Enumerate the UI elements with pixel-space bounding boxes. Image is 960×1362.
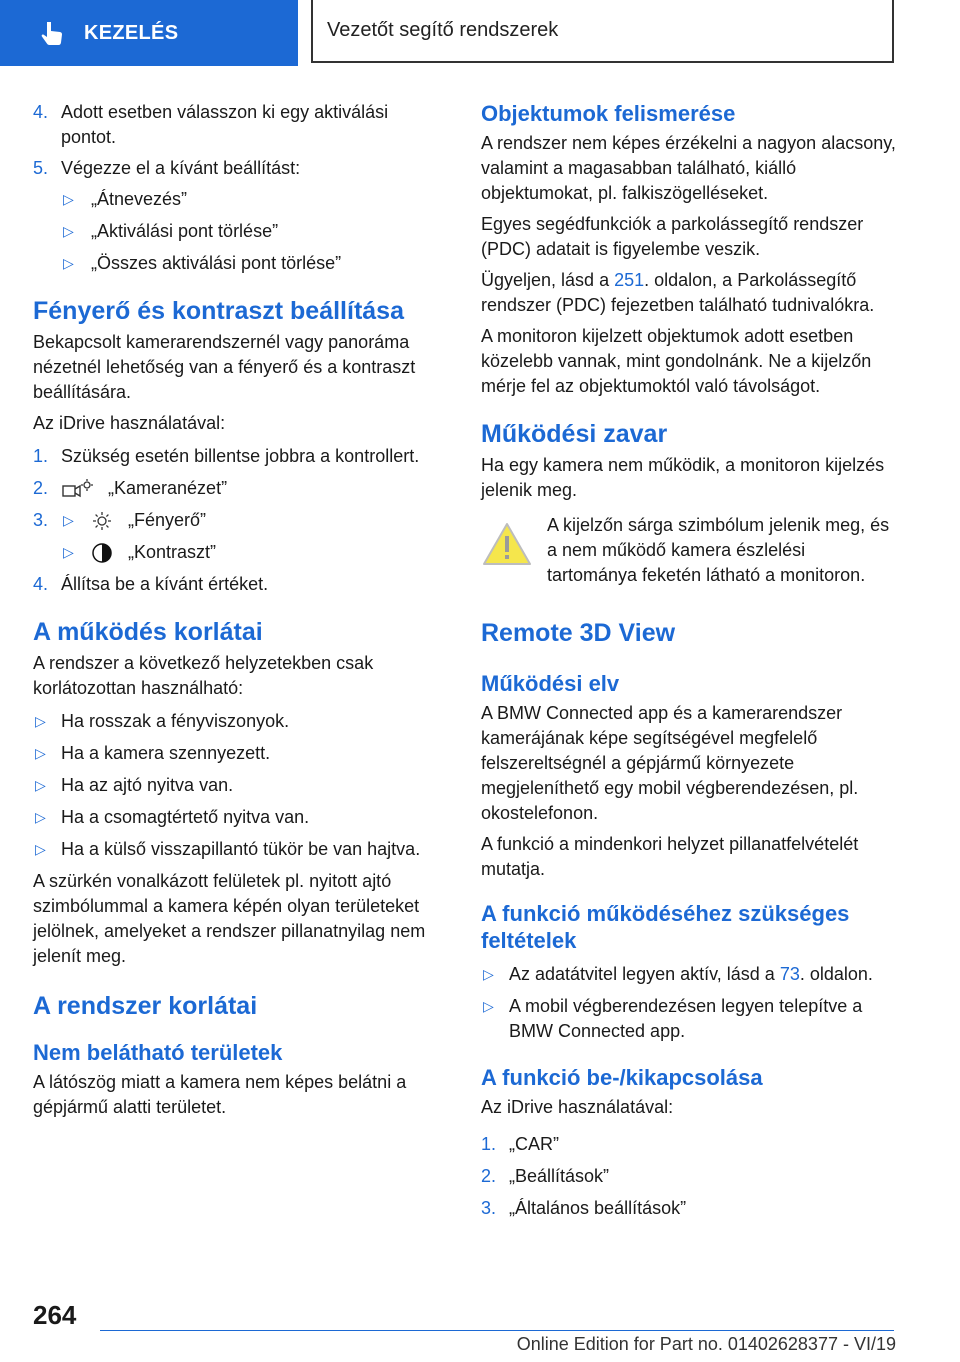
step-number: 4. <box>33 102 49 122</box>
bullet-text: Ha a külső visszapillantó tükör be van hajtva. <box>61 839 421 859</box>
paragraph: Az iDrive használatával: <box>33 413 226 433</box>
subsection-heading: Nem belátható területek <box>33 1040 283 1065</box>
paragraph: Bekapcsolt kamerarendszernél vagy panoráma nézetnél lehetőség van a fényerő és a kontraszt beállítására. <box>33 332 416 402</box>
triangle-bullet-icon: ▷ <box>35 745 46 761</box>
triangle-bullet-icon: ▷ <box>63 223 74 239</box>
bullet-text: Az adatátvitel legyen aktív, lásd a <box>509 964 780 984</box>
subsection-heading: Objektumok felismerése <box>481 101 736 126</box>
warning-text: A kijelzőn sárga szimbólum jelenik meg, és a nem működő kamera észlelési tartománya feketén látható a monitoron. <box>547 515 890 585</box>
step-text: Végezze el a kívánt beállítást: <box>61 158 301 178</box>
subsection-heading: Működési elv <box>481 671 620 696</box>
triangle-bullet-icon: ▷ <box>63 255 74 271</box>
triangle-bullet-icon: ▷ <box>35 777 46 793</box>
section-heading: Működési zavar <box>481 420 668 448</box>
triangle-bullet-icon: ▷ <box>35 809 46 825</box>
step-text: „CAR” <box>509 1134 559 1154</box>
list-item <box>33 444 448 469</box>
edition-note: Online Edition for Part no. 01402628377 - VI/19 <box>516 1334 896 1354</box>
step-number: 3. <box>481 1198 497 1218</box>
footer-divider <box>100 1330 894 1331</box>
camera-settings-icon <box>61 478 93 500</box>
warning-box <box>481 513 896 588</box>
chapter-tab-label: KEZELÉS <box>84 21 179 44</box>
section-heading: A működés korlátai <box>33 618 263 646</box>
step-text: „Kameranézet” <box>108 478 228 498</box>
step-number: 2. <box>481 1166 497 1186</box>
step-number: 3. <box>33 510 49 530</box>
step-text: „Általános beállítások” <box>509 1198 687 1218</box>
paragraph: A látószög miatt a kamera nem képes belátni a gépjármű alatti területet. <box>33 1072 407 1117</box>
section-heading: Fényerő és kontraszt beállítása <box>33 297 404 325</box>
bullet-text: Ha a csomagtértető nyitva van. <box>61 807 310 827</box>
step-text: Állítsa be a kívánt értéket. <box>61 574 269 594</box>
triangle-bullet-icon: ▷ <box>483 966 494 982</box>
paragraph: Ha egy kamera nem működik, a monitoron kijelzés jelenik meg. <box>481 455 885 500</box>
step-number: 1. <box>481 1134 497 1154</box>
subsection-heading: A funkció működéséhez szükséges feltételek <box>481 901 850 953</box>
step-number: 5. <box>33 158 49 178</box>
step-number: 1. <box>33 446 49 466</box>
paragraph: A rendszer a következő helyzetekben csak korlátozottan használható: <box>33 653 374 698</box>
paragraph: A funkció a mindenkori helyzet pillanatfelvételét mutatja. <box>481 834 859 879</box>
list-item <box>33 476 448 501</box>
page-link-251[interactable]: 251 <box>614 270 645 290</box>
step-text: „Kontraszt” <box>128 542 217 562</box>
list-item <box>33 773 448 798</box>
step-text: „Beállítások” <box>509 1166 610 1186</box>
list-item <box>33 156 448 181</box>
triangle-bullet-icon: ▷ <box>63 544 74 560</box>
triangle-bullet-icon: ▷ <box>35 713 46 729</box>
section-heading: A rendszer korlátai <box>33 992 258 1020</box>
brightness-icon <box>91 510 113 532</box>
step-number: 2. <box>33 478 49 498</box>
list-item <box>33 805 448 830</box>
hand-icon <box>38 19 66 47</box>
bullet-text: A mobil végberendezésen legyen telepítve a BMW Connected app. <box>509 996 863 1041</box>
step-text: „Fényerő” <box>128 510 207 530</box>
list-item <box>33 508 448 533</box>
step-number: 4. <box>33 574 49 594</box>
sub-item-text: „Átnevezés” <box>91 189 188 209</box>
triangle-bullet-icon: ▷ <box>63 512 74 528</box>
triangle-bullet-icon: ▷ <box>483 998 494 1014</box>
section-title: Vezetőt segítő rendszerek <box>311 0 894 63</box>
page-header <box>0 0 960 66</box>
list-item <box>33 572 448 597</box>
list-item <box>33 709 448 734</box>
warning-icon <box>481 521 533 567</box>
bullet-text: Ha rosszak a fényviszonyok. <box>61 711 290 731</box>
triangle-bullet-icon: ▷ <box>35 841 46 857</box>
page-number: 264 <box>33 1300 77 1330</box>
paragraph: A rendszer nem képes érzékelni a nagyon alacsony, valamint a magasabban található, kiálló objektumokat, pl. falkiszögelléseket. <box>481 133 896 203</box>
list-item <box>33 837 448 862</box>
right-column <box>481 100 896 1221</box>
list-item <box>481 1164 896 1189</box>
list-item <box>33 540 448 565</box>
list-item <box>33 251 448 276</box>
sub-item-text: „Összes aktiválási pont törlése” <box>91 253 342 273</box>
sub-item-text: „Aktiválási pont törlése” <box>91 221 279 241</box>
paragraph: Egyes segédfunkciók a parkolássegítő rendszer (PDC) adatait is figyelembe veszik. <box>481 214 864 259</box>
paragraph-text: . oldalon, a Parkolássegítő rendszer (PDC) fejezetben található tudnivalókra. <box>481 270 875 315</box>
list-item <box>481 1196 896 1221</box>
step-text: Szükség esetén billentse jobbra a kontrollert. <box>61 446 420 466</box>
paragraph: A monitoron kijelzett objektumok adott esetben közelebb vannak, mint gondolnánk. Ne a kijelzőn mérje fel az objektumoktól való távolságot. <box>481 326 872 396</box>
list-item <box>33 187 448 212</box>
list-item <box>33 741 448 766</box>
list-item <box>33 219 448 244</box>
subsection-heading: A funkció be-/kikapcsolása <box>481 1065 763 1090</box>
section-heading: Remote 3D View <box>481 619 676 647</box>
left-column <box>33 100 448 1120</box>
paragraph <box>481 268 896 318</box>
bullet-text: Ha az ajtó nyitva van. <box>61 775 234 795</box>
page-link-73[interactable]: 73 <box>779 964 800 984</box>
list-item <box>481 994 896 1044</box>
step-text: Adott esetben válasszon ki egy aktiválási pontot. <box>61 102 389 147</box>
contrast-icon <box>91 542 113 564</box>
paragraph: A BMW Connected app és a kamerarendszer kamerájának képe segítségével megfelelő felszereltségnél a gépjármű környezete megjeleníthető egy mobil végberendezésen, pl. okostelefonon. <box>481 703 859 823</box>
triangle-bullet-icon: ▷ <box>63 191 74 207</box>
list-item <box>481 962 896 987</box>
list-item <box>33 100 448 150</box>
paragraph: Az iDrive használatával: <box>481 1097 674 1117</box>
bullet-text: Ha a kamera szennyezett. <box>61 743 271 763</box>
chapter-tab[interactable] <box>0 0 298 66</box>
paragraph-text: Ügyeljen, lásd a <box>481 270 615 290</box>
bullet-text: . oldalon. <box>799 964 873 984</box>
paragraph: A szürkén vonalkázott felületek pl. nyitott ajtó szimbólummal a kamera képén olyan területeket jelölnek, amelyeket a rendszer pillanatnyilag nem jelenít meg. <box>33 871 426 966</box>
list-item <box>481 1132 896 1157</box>
